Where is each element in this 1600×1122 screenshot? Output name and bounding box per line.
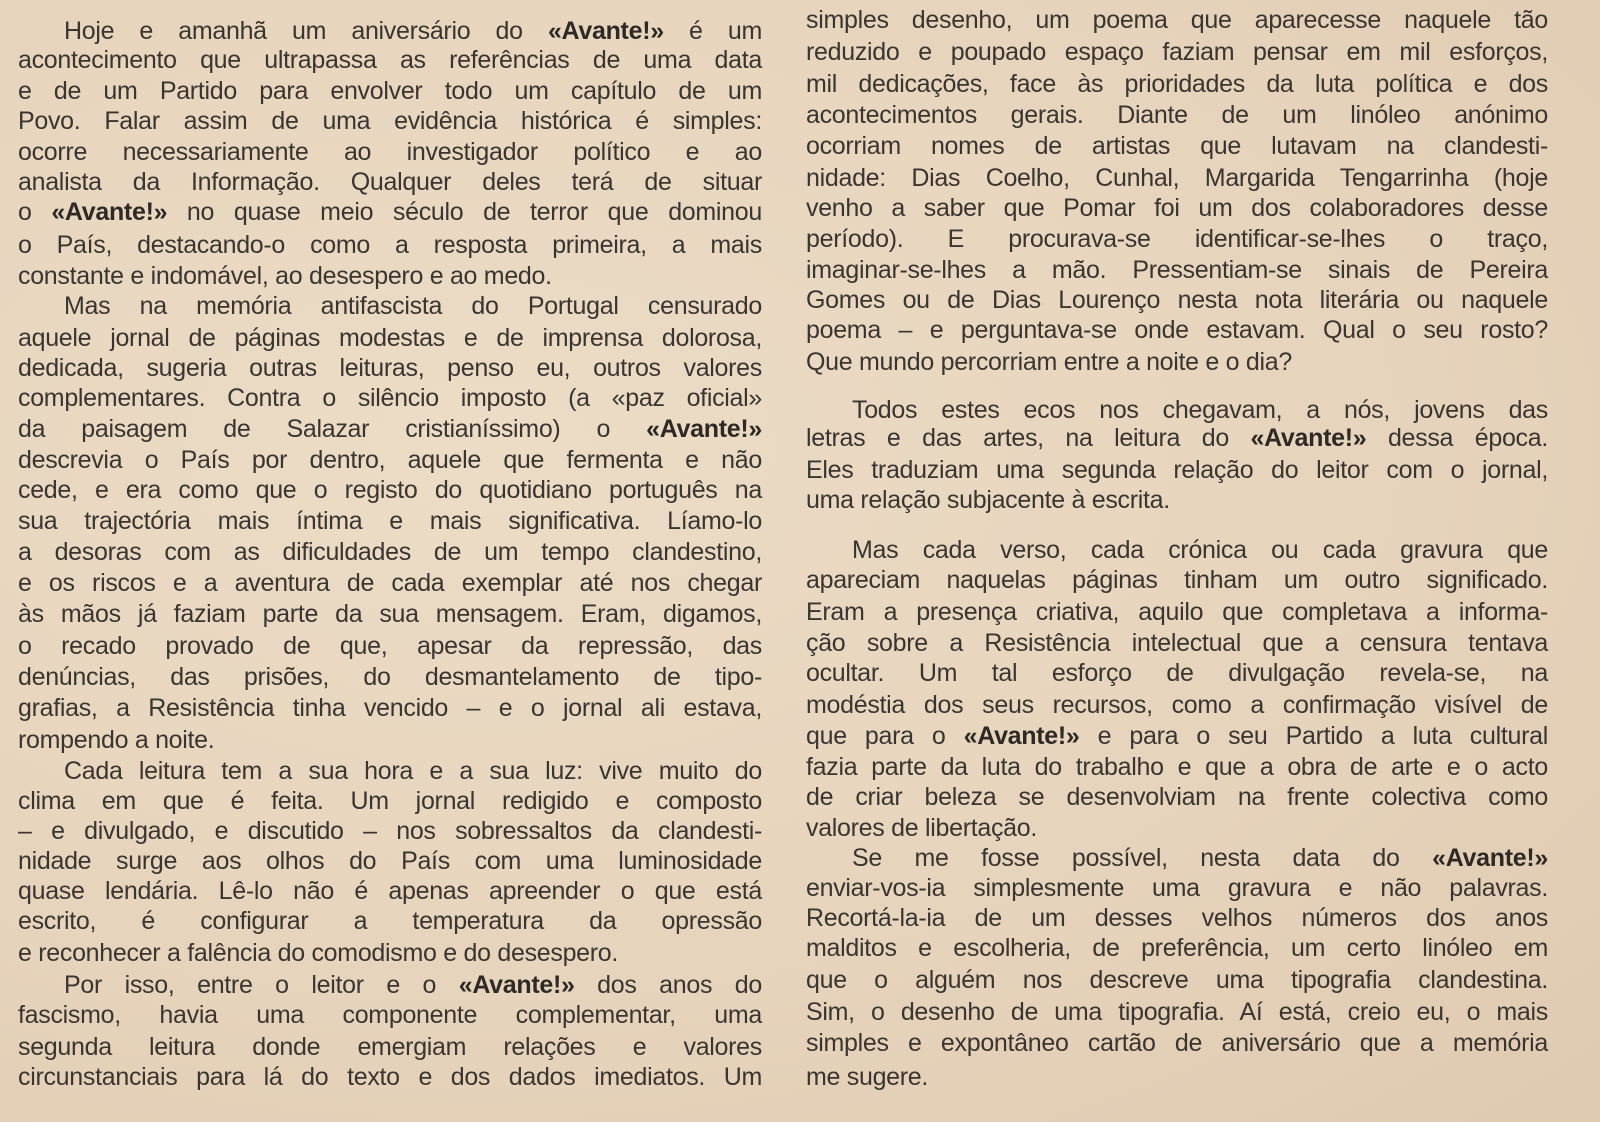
article-column-left (18, 0, 762, 1122)
newspaper-name: «Avante!» (1250, 424, 1367, 452)
text-line: letras e das artes, na leitura do «Avante!» dessa época. (806, 424, 1548, 452)
text-line: descrevia o País por dentro, aquele que fermenta e não (18, 446, 762, 474)
text-line: aquele jornal de páginas modestas e de imprensa dolorosa, (18, 324, 762, 352)
text-line: simples e expontâneo cartão de aniversário que a memória (806, 1029, 1548, 1057)
text-line: reduzido e poupado espaço faziam pensar em mil esforços, (806, 38, 1548, 66)
text-line: apareciam naquelas páginas tinham um outro significado. (806, 566, 1548, 594)
text-line: venho a saber que Pomar foi um dos colaboradores desse (806, 194, 1548, 222)
text-line: e os riscos e a aventura de cada exemplar até nos chegar (18, 569, 762, 597)
newspaper-name: «Avante!» (646, 415, 762, 443)
text-line: modéstia dos seus recursos, como a confirmação visível de (806, 691, 1548, 719)
text-line: o recado provado de que, apesar da repressão, das (18, 632, 762, 660)
text-line: imaginar-se-lhes a mão. Pressentiam-se sinais de Pereira (806, 256, 1548, 284)
text-line: – e divulgado, e discutido – nos sobressaltos da clandesti- (18, 817, 762, 845)
text-line: quase lendária. Lê-lo não é apenas apreender o que está (18, 877, 762, 905)
text-line: a desoras com as dificuldades de um tempo clandestino, (18, 538, 762, 566)
text-line: malditos e escolheria, de preferência, um certo linóleo em (806, 934, 1548, 962)
text-line: Eram a presença criativa, aquilo que completava a informa- (806, 598, 1548, 626)
text-line: Eles traduziam uma segunda relação do leitor com o jornal, (806, 456, 1548, 484)
text-line: nidade surge aos olhos do País com uma luminosidade (18, 847, 762, 875)
text-line: Mas cada verso, cada crónica ou cada gravura que (852, 536, 1548, 564)
text-line: Sim, o desenho de uma tipografia. Aí está, creio eu, o mais (806, 998, 1548, 1026)
text-line: circunstanciais para lá do texto e dos dados imediatos. Um (18, 1063, 762, 1091)
text-line: período). E procurava-se identificar-se-lhes o traço, (806, 225, 1548, 253)
text-line: fazia parte da luta do trabalho e que a obra de arte e o acto (806, 753, 1548, 781)
text-line: complementares. Contra o silêncio imposto (a «paz oficial» (18, 384, 762, 412)
text-line: Recortá-la-ia de um desses velhos números dos anos (806, 904, 1548, 932)
newspaper-name: «Avante!» (51, 198, 168, 226)
text-line: que para o «Avante!» e para o seu Partido a luta cultural (806, 722, 1548, 750)
newspaper-name: «Avante!» (963, 722, 1080, 750)
text-line: e de um Partido para envolver todo um capítulo de um (18, 77, 762, 105)
text-line: me sugere. (806, 1063, 929, 1091)
text-line: grafias, a Resistência tinha vencido – e o jornal ali estava, (18, 694, 762, 722)
text-line: ocultar. Um tal esforço de divulgação revela-se, na (806, 659, 1548, 687)
text-line: que o alguém nos descreve uma tipografia clandestina. (806, 966, 1548, 994)
text-line: clima em que é feita. Um jornal redigido e composto (18, 787, 762, 815)
text-line: uma relação subjacente à escrita. (806, 486, 1170, 514)
text-line: Mas na memória antifascista do Portugal censurado (64, 292, 762, 320)
text-line: sua trajectória mais íntima e mais significativa. Líamo-lo (18, 507, 762, 535)
text-line: ção sobre a Resistência intelectual que a censura tentava (806, 629, 1548, 657)
text-line: Que mundo percorriam entre a noite e o dia? (806, 348, 1293, 376)
text-line: valores de libertação. (806, 814, 1038, 842)
text-line: o País, destacando-o como a resposta primeira, a mais (18, 231, 762, 259)
text-line: nidade: Dias Coelho, Cunhal, Margarida Tengarrinha (hoje (806, 164, 1548, 192)
text-line: denúncias, das prisões, do desmantelamento de tipo- (18, 663, 762, 691)
text-line: enviar-vos-ia simplesmente uma gravura e não palavras. (806, 874, 1548, 902)
text-line: escrito, é configurar a temperatura da opressão (18, 907, 762, 935)
text-line: poema – e perguntava-se onde estavam. Qual o seu rosto? (806, 316, 1548, 344)
text-line: mil dedicações, face às prioridades da luta política e dos (806, 70, 1548, 98)
text-line: e reconhecer a falência do comodismo e do desespero. (18, 939, 619, 967)
article-column-right (806, 0, 1548, 1122)
text-line: acontecimento que ultrapassa as referências de uma data (18, 46, 762, 74)
newspaper-name: «Avante!» (1432, 844, 1548, 872)
text-line: Todos estes ecos nos chegavam, a nós, jovens das (852, 396, 1548, 424)
text-line: cede, e era como que o registo do quotidiano português na (18, 476, 762, 504)
text-line: acontecimentos gerais. Diante de um linóleo anónimo (806, 101, 1548, 129)
text-line: ocorriam nomes de artistas que lutavam na clandesti- (806, 132, 1548, 160)
text-line: rompendo a noite. (18, 726, 215, 754)
text-line: simples desenho, um poema que aparecesse naquele tão (806, 6, 1548, 34)
text-line: Gomes ou de Dias Lourenço nesta nota literária ou naquele (806, 286, 1548, 314)
text-line: o «Avante!» no quase meio século de terror que dominou (18, 198, 762, 226)
text-line: fascismo, havia uma componente complementar, uma (18, 1001, 762, 1029)
text-line: às mãos já faziam parte da sua mensagem. Eram, digamos, (18, 600, 762, 628)
text-line: ocorre necessariamente ao investigador político e ao (18, 138, 762, 166)
text-line: da paisagem de Salazar cristianíssimo) o «Avante!» (18, 415, 762, 443)
text-line: Hoje e amanhã um aniversário do «Avante!» é um (64, 17, 762, 45)
text-line: Cada leitura tem a sua hora e a sua luz: vive muito do (64, 757, 762, 785)
text-line: Por isso, entre o leitor e o «Avante!» dos anos do (64, 971, 762, 999)
newspaper-name: «Avante!» (547, 17, 664, 45)
newspaper-name: «Avante!» (458, 971, 575, 999)
text-line: Povo. Falar assim de uma evidência histórica é simples: (18, 107, 762, 135)
text-line: Se me fosse possível, nesta data do «Avante!» (852, 844, 1548, 872)
text-line: dedicada, sugeria outras leituras, penso eu, outros valores (18, 354, 762, 382)
text-line: constante e indomável, ao desespero e ao medo. (18, 262, 552, 290)
text-line: analista da Informação. Qualquer deles terá de situar (18, 168, 762, 196)
text-line: de criar beleza se desenvolviam na frente colectiva como (806, 783, 1548, 811)
text-line: segunda leitura donde emergiam relações e valores (18, 1033, 762, 1061)
